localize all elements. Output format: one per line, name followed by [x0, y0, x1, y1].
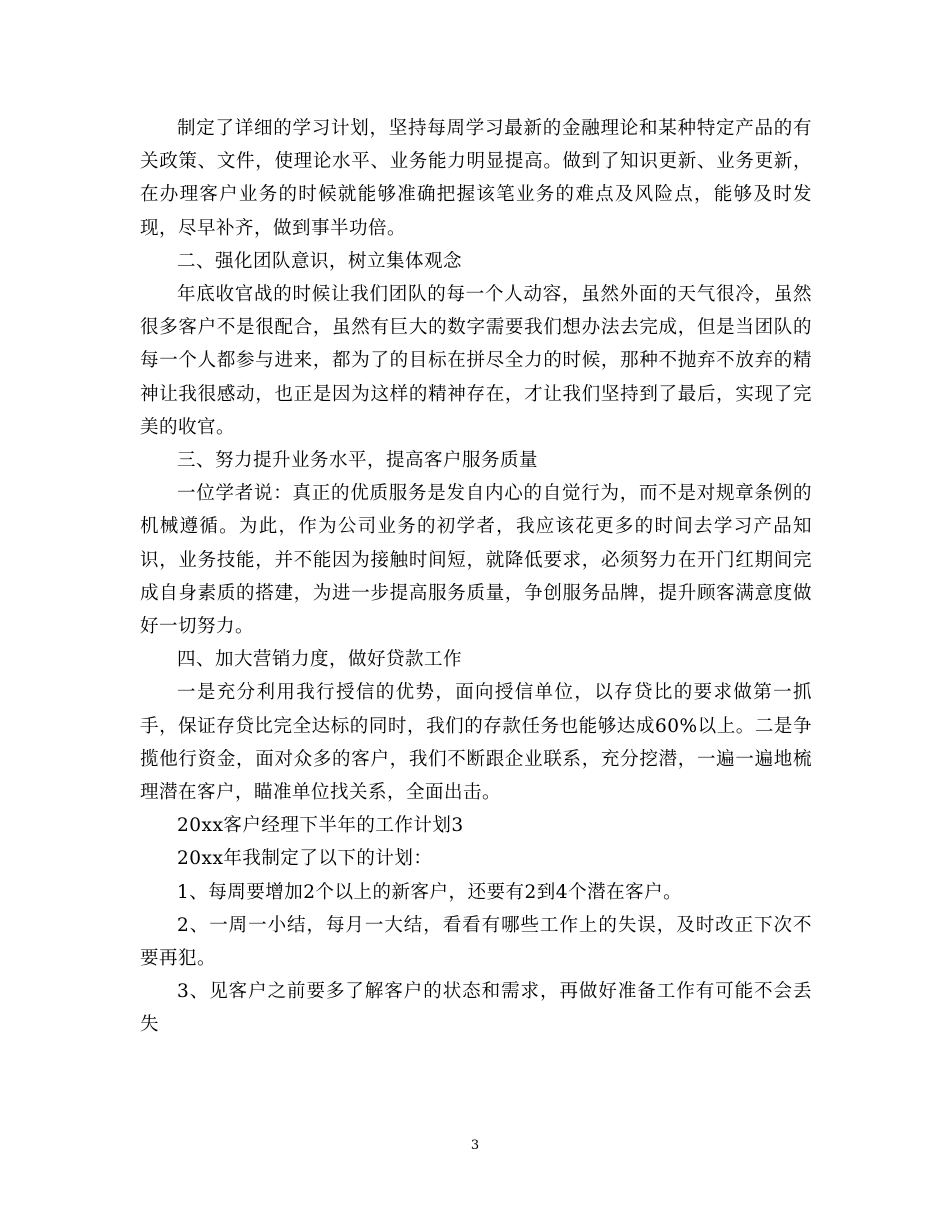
list-item-plan-1: 1、每周要增加2个以上的新客户，还要有2到4个潜在客户。: [177, 881, 683, 903]
document-body: [140, 112, 812, 1042]
paragraph-year-end-campaign: 年底收官战的时候让我们团队的每一个人动容，虽然外面的天气很冷，虽然很多客户不是很配合，虽然有巨大的数字需要我们想办法去完成，但是当团队的每一个人都参与进来，都为了的目标在拼尽全力的时候，那种不抛弃不放弃的精神让我很感动，也正是因为这样的精神存在，才让我们坚持到了最后，实现了完美的收官。: [140, 284, 812, 438]
heading-improve-service: 三、努力提升业务水平，提高客户服务质量: [177, 450, 539, 472]
paragraph-study-plan: 制定了详细的学习计划，坚持每周学习最新的金融理论和某种特定产品的有关政策、文件，使理论水平、业务能力明显提高。做到了知识更新、业务更新，在办理客户业务的时候就能够准确把握该笔业务的难点及风险点，能够及时发现，尽早补齐，做到事半功倍。: [140, 118, 812, 239]
list-item-plan-2: 2、一周一小结，每月一大结，看看有哪些工作上的失误，及时改正下次不要再犯。: [140, 914, 812, 970]
list-item-plan-3: 3、见客户之前要多了解客户的状态和需求，再做好准备工作有可能不会丢失: [140, 981, 812, 1036]
heading-work-plan-3: 20xx客户经理下半年的工作计划3: [177, 815, 464, 837]
heading-marketing-loans: 四、加大营销力度，做好贷款工作: [177, 649, 463, 671]
heading-team-awareness: 二、强化团队意识，树立集体观念: [177, 250, 463, 272]
paragraph-quality-service: 一位学者说：真正的优质服务是发自内心的自觉行为，而不是对规章条例的机械遵循。为此，作为公司业务的初学者，我应该花更多的时间去学习产品知识，业务技能，并不能因为接触时间短，就降低要求，必须努力在开门红期间完成自身素质的搭建，为进一步提高服务质量，争创服务品牌，提升顾客满意度做好一切努力。: [140, 483, 812, 638]
paragraph-plan-intro: 20xx年我制定了以下的计划：: [177, 848, 433, 870]
paragraph-credit-advantage: 一是充分利用我行授信的优势，面向授信单位，以存贷比的要求做第一抓手，保证存贷比完全达标的同时，我们的存款任务也能够达成60%以上。二是争揽他行资金，面对众多的客户，我们不断跟企业联系，充分挖潜，一遍一遍地梳理潜在客户，瞄准单位找关系，全面出击。: [140, 682, 812, 804]
page-number: 3: [470, 1138, 480, 1153]
